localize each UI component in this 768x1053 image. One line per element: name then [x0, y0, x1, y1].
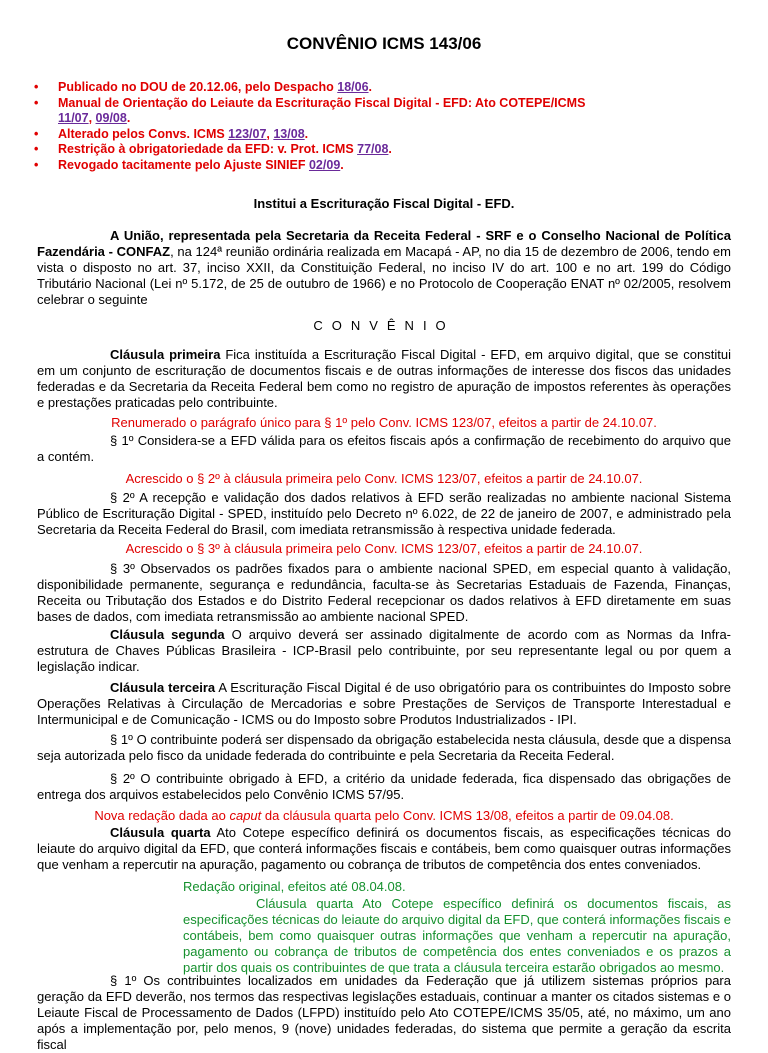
clause-paragraph: § 2º A recepção e validação dos dados relativos à EFD serão realizadas no ambiente nacional Sistema Público de Escrituração Digital - SPED, instituído pelo Decreto nº 6.022, de 22 de janeiro de 2007, e administrado pela Secretaria da Receita Federal do Brasil, com imediata retransmissão à respectiva unidade federada. — [37, 490, 731, 537]
ato-cotepe-link[interactable]: 09/08 — [95, 111, 127, 125]
amendment-note: Acrescido o § 3º à cláusula primeira pelo Conv. ICMS 123/07, efeitos a partir de 24.10.07. — [125, 541, 643, 556]
note-item: • Restrição à obrigatoriedade da EFD: v. Prot. ICMS 77/08. — [34, 142, 392, 156]
clause-paragraph: § 2º O contribuinte obrigado à EFD, a critério da unidade federada, fica dispensado das obrigações de entrega dos arquivos estabelecidos pelo Convênio ICMS 57/95. — [37, 771, 731, 802]
note-item: • Alterado pelos Convs. ICMS 123/07, 13/08. — [34, 126, 309, 141]
clause-paragraph: § 1º Considera-se a EFD válida para os efeitos fiscais após a confirmação de recebimento do arquivo que a contém. — [37, 433, 731, 464]
clause-third: Cláusula terceira A Escrituração Fiscal Digital é de uso obrigatório para os contribuintes do Imposto sobre Operações Relativas à Circulação de Mercadorias e sobre Prestações de Serviços de Transporte Interestadual e Intermunicipal e de Comunicação - ICMS ou do Imposto sobre Produtos Industrializados - IPI. — [37, 680, 731, 727]
clause-first: Cláusula primeira Fica instituída a Escrituração Fiscal Digital - EFD, em arquivo digital, que se constitui em um conjunto de escrituração de documentos fiscais e de outras informações de interesse dos fiscos das unidades federadas e da Secretaria da Receita Federal bem como no registro de apuração de impostos referentes às operações e prestações praticadas pelo contribuinte. — [37, 347, 731, 410]
amendment-note: Nova redação dada ao caput da cláusula quarta pelo Conv. ICMS 13/08, efeitos a partir de 09.04.08. — [94, 808, 674, 823]
preamble: A União, representada pela Secretaria da Receita Federal - SRF e o Conselho Nacional de Política Fazendária - CONFAZ, na 124ª reunião ordinária realizada em Macapá - AP, no dia 15 de dezembro de 2006, tendo em vista o disposto no art. 37, inciso XXII, da Constituição Federal, no inciso IV do art. 100 e no art. 199 do Código Tributário Nacional (Lei nº 5.172, de 25 de outubro de 1966) e no Protocolo de Cooperação ENAT nº 02/2005, resolvem celebrar o seguinte — [37, 228, 731, 307]
clause-paragraph: § 1º O contribuinte poderá ser dispensado da obrigação estabelecida nesta cláusula, desde que a dispensa seja autorizada pelo fisco da unidade federada do contribuinte e pela Secretaria da Receita Federal. — [37, 732, 731, 763]
note-item: • Manual de Orientação do Leiaute da Escrituração Fiscal Digital - EFD: Ato COTEPE/ICMS 11/07, 09/08. — [34, 95, 586, 125]
prot-icms-link[interactable]: 77/08 — [357, 142, 389, 156]
section-heading: CONVÊNIO — [313, 318, 455, 333]
clause-paragraph: § 1º Os contribuintes localizados em unidades da Federação que já utilizem sistemas próprios para geração da EFD deverão, nos termos das respectivas legislações estaduais, continuar a manter os citados sistemas e o Leiaute Fiscal de Processamento de Dados (LFPD) instituído pelo Ato COTEPE/ICMS 35/05, até, no máximo, um ano após a implementação por, pelo menos, 9 (nove) unidades federadas, do sistema que permite a geração da escrita fiscal — [37, 973, 731, 1052]
ajuste-sinief-link[interactable]: 02/09 — [308, 157, 341, 172]
note-item: • Publicado no DOU de 20.12.06, pelo Despacho 18/06. — [34, 80, 373, 94]
page-title: CONVÊNIO ICMS 143/06 — [286, 34, 482, 53]
despacho-link[interactable]: 18/06 — [337, 80, 369, 94]
clause-second: Cláusula segunda O arquivo deverá ser assinado digitalmente de acordo com as Normas da Infra-estrutura de Chaves Públicas Brasileira - ICP-Brasil pelo contribuinte, por seu representante legal ou por quem a legislação indicar. — [37, 627, 732, 674]
conv-icms-link[interactable]: 13/08 — [273, 126, 305, 141]
note-item: • Revogado tacitamente pelo Ajuste SINIEF 02/09. — [34, 157, 344, 172]
original-wording: Cláusula quarta Ato Cotepe específico definirá os documentos fiscais, as especificações técnicas do leiaute do arquivo digital da EFD, que conterá informações fiscais e contábeis, bem como quaisquer outras informações que venham a repercutir na apuração, pagamento ou cobrança de tributos de competência dos entes conveniados e os prazos a partir dos quais os contribuintes de que trata a cláusula terceira estarão obrigados ao mesmo. — [183, 896, 731, 975]
conv-icms-link[interactable]: 123/07 — [228, 126, 267, 141]
amendment-note: Acrescido o § 2º à cláusula primeira pelo Conv. ICMS 123/07, efeitos a partir de 24.10.07. — [125, 471, 643, 486]
ato-cotepe-link[interactable]: 11/07 — [58, 111, 89, 125]
clause-fourth: Cláusula quarta Ato Cotepe específico definirá os documentos fiscais, as especificações técnicas do leiaute do arquivo digital da EFD, que conterá informações fiscais e contábeis, bem como quaisquer outras informações que venham a repercutir na apuração, pagamento ou cobrança de tributos de competência dos entes conveniados. — [37, 825, 731, 872]
clause-paragraph: § 3º Observados os padrões fixados para o ambiente nacional SPED, em especial quanto à validação, disponibilidade permanente, segurança e redundância, faculta-se às Secretarias Estaduais de Fazenda, Finanças, Receita ou Tributação dos Estados e do Distrito Federal recepcionar os dados relativos à EFD diretamente em suas bases de dados, com imediata retransmissão ao ambiente nacional SPED. — [37, 561, 731, 624]
amendment-note: Renumerado o parágrafo único para § 1º pelo Conv. ICMS 123/07, efeitos a partir de 24.10.07. — [111, 415, 657, 430]
original-wording-label: Redação original, efeitos até 08.04.08. — [183, 879, 406, 894]
subtitle: Institui a Escrituração Fiscal Digital - EFD. — [253, 196, 515, 211]
publication-notes — [34, 80, 594, 173]
